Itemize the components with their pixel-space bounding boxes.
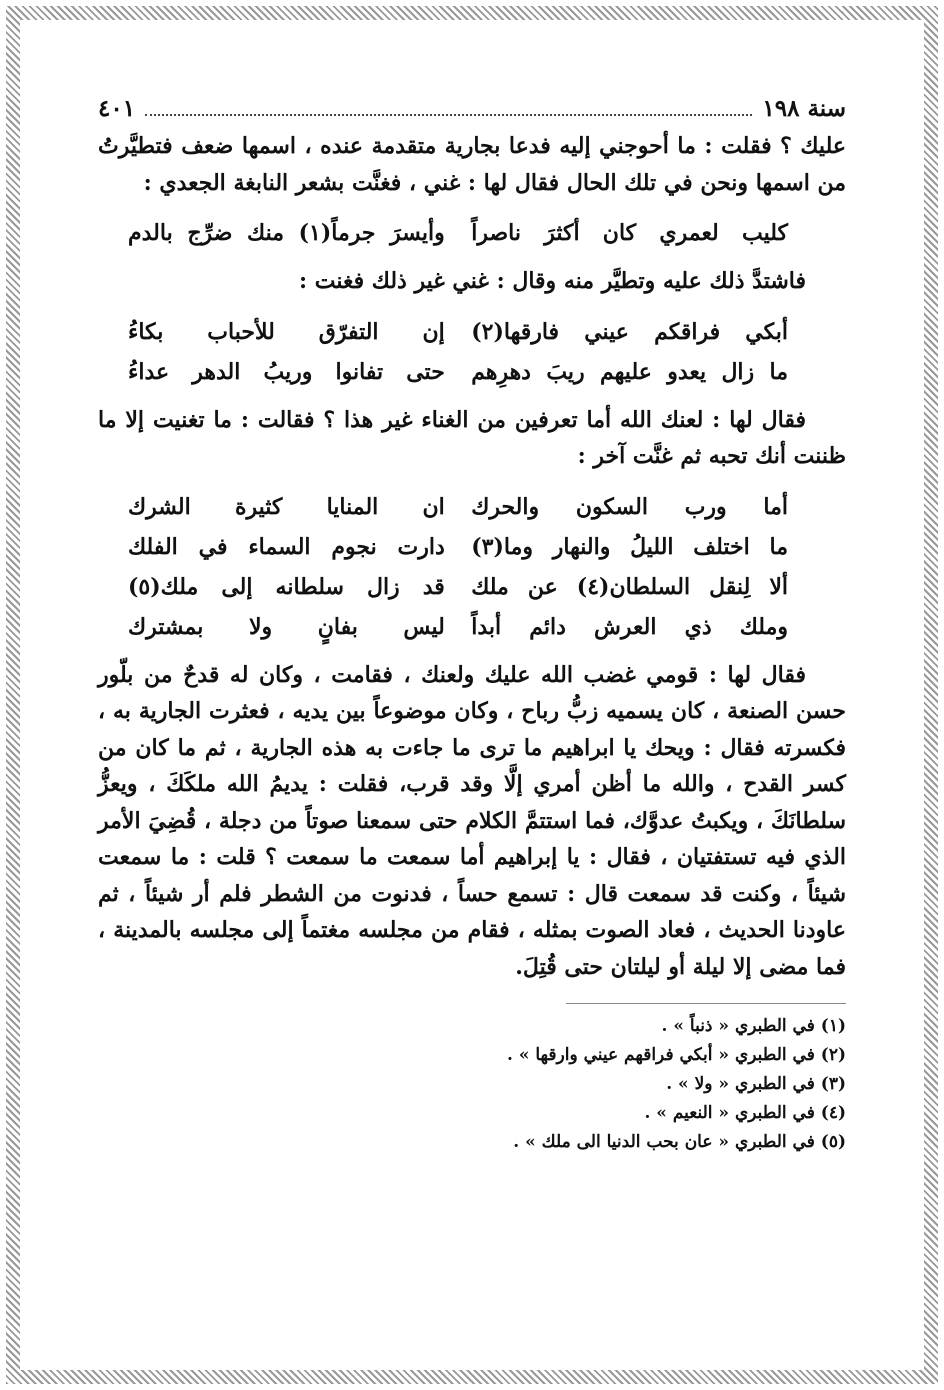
footnote: (٤) في الطبري « النعيم » . <box>644 1103 846 1123</box>
verse-first-hemistich: كليب لعمري كان أكثرَ ناصراً <box>471 220 788 246</box>
page-number: ٤٠١ <box>98 94 136 122</box>
verse-first-hemistich: ما زال يعدو عليهم ريبَ دهرِهم <box>471 358 788 385</box>
header-dotted-leader <box>145 100 752 116</box>
verse-second-hemistich: وأيسرَ جرماً(١) منك ضرِّج بالدم <box>128 220 445 246</box>
verse-line <box>98 352 846 392</box>
verse-second-hemistich: ان المنايا كثيرة الشرك <box>128 493 445 520</box>
paragraph-4: فقال لها : قومي غضب الله عليك ولعنك ، فقامت ، وكان له قدحٌ من بلّور حسن الصنعة ، كان يسميه زبُّ رباح ، وكان موضوعاً بين يديه ، فعثرت الجارية به ، فكسرته فقال : ويحك يا ابراهيم ما ترى ما جاءت به هذه الجارية ، ثم ما كان من كسر القدح ، والله ما أظن أمري إلَّا وقد قرب، فقلت : يديمُ الله ملكَكَ ، ويعزُّ سلطانَكَ ، ويكبتُ عدوَّك، فما استتمَّ الكلام حتى سمعنا صوتاً من دجلة ، قُضِيَ الأمر الذي فيه تستفتيان ، فقال : يا إبراهيم أما سمعت ما سمعت ؟ قلت : ما سمعت شيئاً ، وكنت قد سمعت قال : تسمع حساً ، فدنوت من الشطر فلم أر شيئاً ، ثم عاودنا الحديث ، فعاد الصوت بمثله ، فقام من مجلسه مغتماً إلى مجلسه بالمدينة ، فما مضى إلا ليلة أو ليلتان حتى قُتِلَ. <box>98 661 846 980</box>
verse-second-hemistich: إن التفرّق للأحباب بكاءُ <box>128 318 445 345</box>
verse-line <box>98 607 846 647</box>
poem-3 <box>98 487 846 647</box>
footnotes <box>506 1003 846 1157</box>
poem-1 <box>98 213 846 253</box>
paragraph-2: فاشتدَّ ذلك عليه وتطيَّر منه وقال : غني غير ذلك فغنت : <box>298 268 806 294</box>
verse-second-hemistich: ليس بفانٍ ولا بمشترك <box>128 613 445 640</box>
footnote: (٢) في الطبري « أبكي فراقهم عيني وارقها » . <box>506 1045 846 1065</box>
poem-2 <box>98 312 846 392</box>
book-page <box>98 88 846 1157</box>
verse-line <box>98 213 846 253</box>
verse-second-hemistich: حتى تفانوا وريبُ الدهر عداءُ <box>128 358 445 385</box>
verse-line <box>98 567 846 607</box>
verse-line <box>98 527 846 567</box>
verse-line <box>98 487 846 527</box>
running-header <box>98 88 846 128</box>
footnote: (٥) في الطبري « عان بحب الدنيا الى ملك » . <box>513 1132 846 1152</box>
verse-first-hemistich: ألا لِنقل السلطان(٤) عن ملك <box>471 573 788 600</box>
verse-first-hemistich: ما اختلف الليلُ والنهار وما(٣) <box>471 533 788 560</box>
header-year: سنة ١٩٨ <box>762 94 846 122</box>
verse-first-hemistich: أما ورب السكون والحرك <box>471 493 788 520</box>
paragraph-3: فقال لها : لعنك الله أما تعرفين من الغناء غير هذا ؟ فقالت : ما تغنيت إلا ما ظننت أنك تحبه ثم غنَّت آخر : <box>98 406 846 469</box>
verse-first-hemistich: أبكي فراقكم عيني فارقها(٢) <box>471 318 788 345</box>
verse-second-hemistich: قد زال سلطانه إلى ملك(٥) <box>128 573 445 600</box>
footnote: (٣) في الطبري « ولا » . <box>666 1074 846 1094</box>
verse-first-hemistich: وملك ذي العرش دائم أبداً <box>471 613 788 640</box>
verse-second-hemistich: دارت نجوم السماء في الفلك <box>128 533 445 560</box>
footnote: (١) في الطبري « ذنباً » . <box>661 1016 846 1036</box>
verse-line <box>98 312 846 352</box>
paragraph-1: عليك ؟ فقلت : ما أحوجني إليه فدعا بجارية متقدمة عنده ، اسمها ضعف فتطيَّرتُ من اسمها ونحن في تلك الحال فقال لها : غني ، فغنَّت بشعر النابغة الجعدي : <box>98 133 846 196</box>
